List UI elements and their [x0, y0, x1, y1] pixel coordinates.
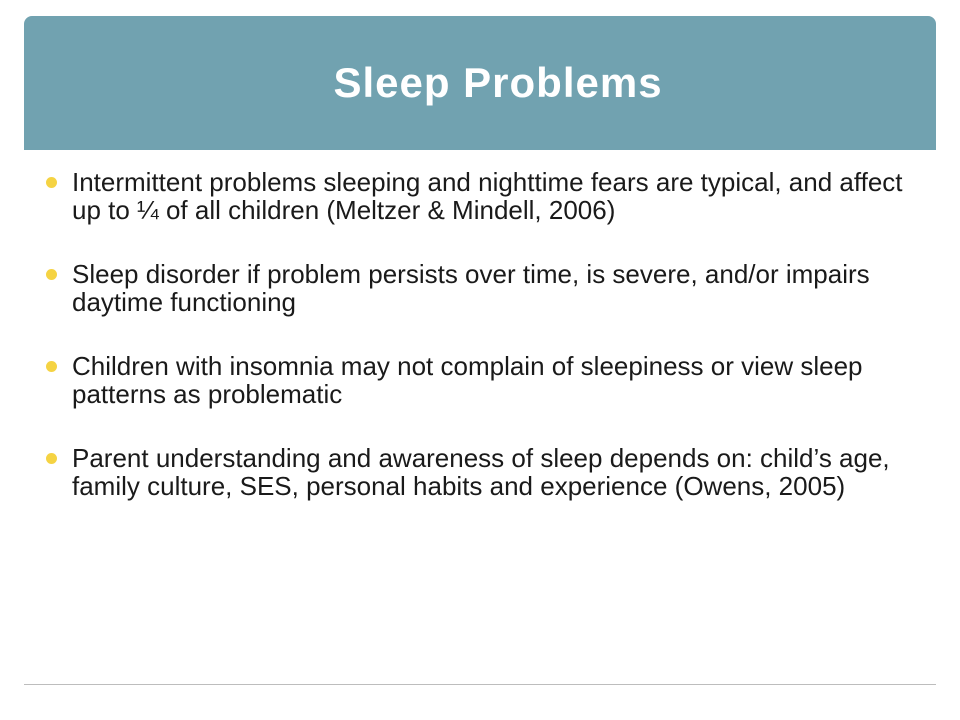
bullet-text: Parent understanding and awareness of sleep depends on: child’s age, family culture, SES, personal habits and experience (Owens, 2005): [72, 443, 890, 501]
bullet-dot-icon: [46, 177, 57, 188]
slide-title: Sleep Problems: [333, 59, 663, 106]
bullet-dot-icon: [46, 361, 57, 372]
title-bar: [24, 16, 936, 150]
bullet-item: [46, 168, 918, 224]
bullet-item: [46, 352, 918, 408]
bullet-dot-icon: [46, 269, 57, 280]
bullet-item: [46, 444, 918, 500]
bullet-list: [46, 168, 918, 536]
bullet-text: Children with insomnia may not complain of sleepiness or view sleep patterns as problematic: [72, 351, 863, 409]
bullet-item: [46, 260, 918, 316]
footer-divider: [24, 684, 936, 685]
bullet-dot-icon: [46, 453, 57, 464]
bullet-text: Sleep disorder if problem persists over time, is severe, and/or impairs daytime functioning: [72, 259, 870, 317]
bullet-text: Intermittent problems sleeping and nighttime fears are typical, and affect up to ¼ of all children (Meltzer & Mindell, 2006): [72, 167, 903, 225]
